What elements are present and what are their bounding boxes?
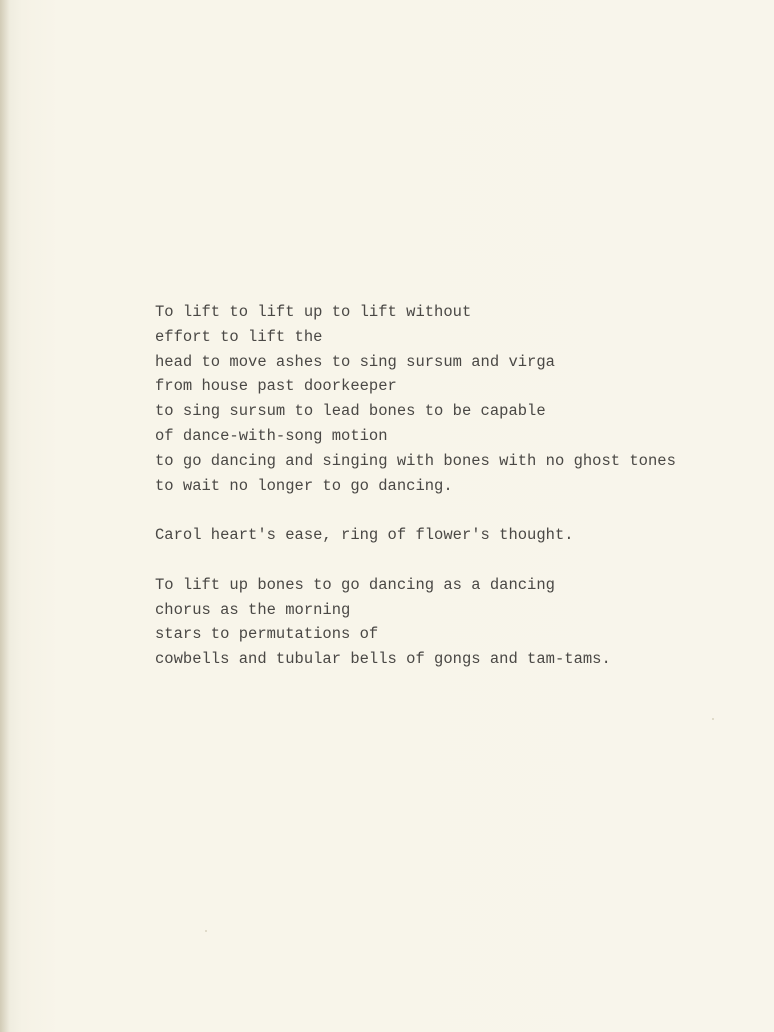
stanza-gap bbox=[155, 548, 755, 573]
poem-line: to wait no longer to go dancing. bbox=[155, 476, 453, 495]
stanza-2 bbox=[155, 523, 755, 548]
poem-line: chorus as the morning bbox=[155, 600, 351, 619]
poem-line: to sing sursum to lead bones to be capable bbox=[155, 402, 546, 421]
poem-line: effort to lift the bbox=[155, 327, 323, 346]
poem-line: of dance-with-song motion bbox=[155, 426, 388, 445]
paper-speck bbox=[205, 930, 207, 932]
poem-line: stars to permutations of bbox=[155, 625, 379, 644]
poem-line: to go dancing and singing with bones with no ghost tones bbox=[155, 451, 676, 470]
page-edge-shadow bbox=[0, 0, 10, 1032]
poem-body bbox=[155, 300, 755, 672]
poem-line: from house past doorkeeper bbox=[155, 377, 397, 396]
poem-line: cowbells and tubular bells of gongs and tam-tams. bbox=[155, 650, 611, 669]
poem-line: To lift up bones to go dancing as a dancing bbox=[155, 575, 555, 594]
stanza-gap bbox=[155, 498, 755, 523]
stanza-1 bbox=[155, 300, 755, 498]
poem-line: To lift to lift up to lift without bbox=[155, 303, 472, 321]
poem-line: head to move ashes to sing sursum and virga bbox=[155, 352, 555, 371]
paper-speck bbox=[712, 718, 714, 720]
poem-line: Carol heart's ease, ring of flower's thought. bbox=[155, 526, 574, 545]
stanza-3 bbox=[155, 573, 755, 672]
